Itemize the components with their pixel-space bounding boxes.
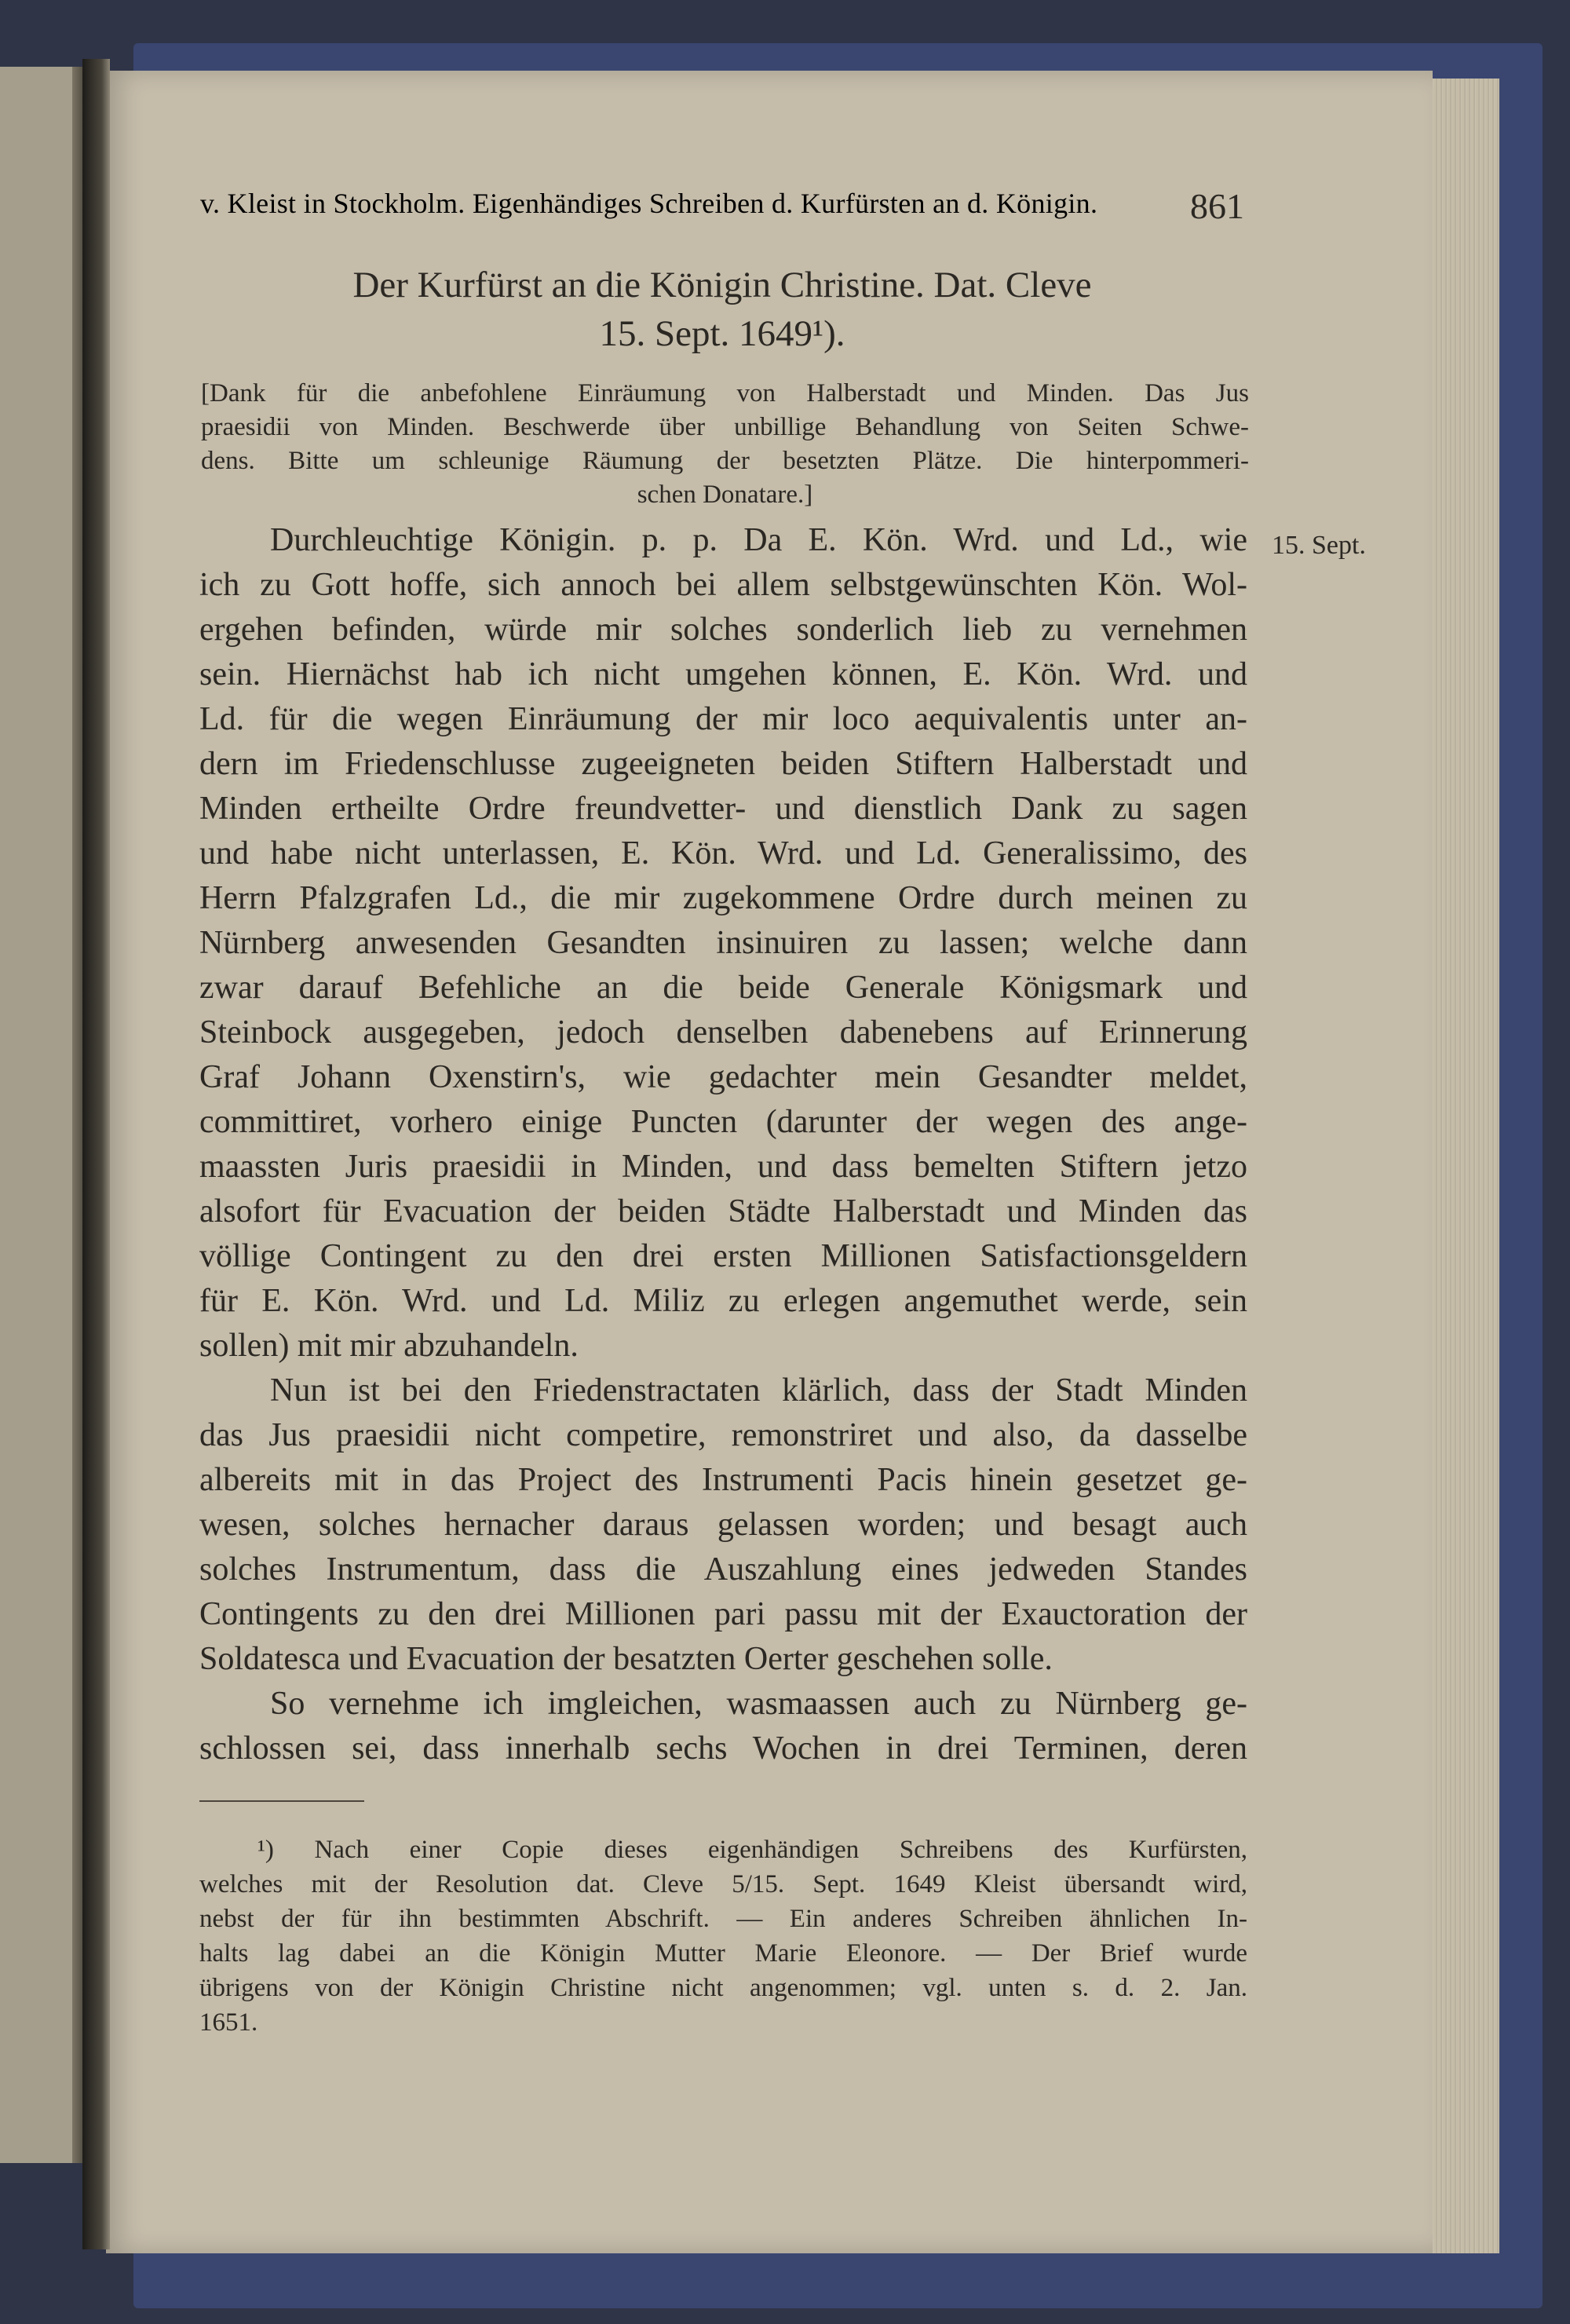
margin-date-note: 15. Sept. — [1272, 531, 1366, 560]
body-line: Herrn Pfalzgrafen Ld., die mir zugekommene Ordre durch meinen zu — [199, 880, 1247, 916]
body-line: sein. Hiernächst hab ich nicht umgehen können, E. Kön. Wrd. und — [199, 656, 1247, 692]
body-line: Minden ertheilte Ordre freundvetter- und dienstlich Dank zu sagen — [199, 791, 1247, 827]
body-line: ich zu Gott hoffe, sich annoch bei allem selbstgewünschten Kön. Wol- — [199, 567, 1247, 603]
body-line: maassten Juris praesidii in Minden, und dass bemelten Stiftern jetzo — [199, 1149, 1247, 1185]
body-line: solches Instrumentum, dass die Auszahlung eines jedweden Standes — [199, 1551, 1247, 1588]
footnote-line: nebst der für ihn bestimmten Abschrift. — Ein anderes Schreiben ähnlichen In- — [199, 1905, 1247, 1933]
letter-title-line-1: Der Kurfürst an die Königin Christine. Dat. Cleve — [352, 265, 1092, 305]
body-line: für E. Kön. Wrd. und Ld. Miliz zu erlegen angemuthet werde, sein — [199, 1283, 1247, 1319]
body-line: Graf Johann Oxenstirn's, wie gedachter mein Gesandter meldet, — [199, 1059, 1247, 1095]
body-line: Soldatesca und Evacuation der besatzten Oerter geschehen solle. — [199, 1641, 1053, 1677]
footnote-line: welches mit der Resolution dat. Cleve 5/15. Sept. 1649 Kleist übersandt wird, — [199, 1870, 1247, 1898]
body-line: albereits mit in das Project des Instrumenti Pacis hinein gesetzet ge- — [199, 1462, 1247, 1498]
body-line: wesen, solches hernacher daraus gelassen worden; und besagt auch — [199, 1507, 1247, 1543]
body-line: Nun ist bei den Friedenstractaten klärlich, dass der Stadt Minden — [270, 1372, 1247, 1409]
footnote-rule — [199, 1800, 364, 1802]
page-number: 861 — [1190, 186, 1244, 226]
letter-title-line-2: 15. Sept. 1649¹). — [599, 313, 845, 354]
body-line: das Jus praesidii nicht competire, remonstriret und also, da dasselbe — [199, 1417, 1247, 1453]
body-line: Nürnberg anwesenden Gesandten insinuiren zu lassen; welche dann — [199, 925, 1247, 961]
body-line: Durchleuchtige Königin. p. p. Da E. Kön. Wrd. und Ld., wie — [270, 522, 1247, 558]
body-line: sollen) mit mir abzuhandeln. — [199, 1328, 579, 1364]
running-head: v. Kleist in Stockholm. Eigenhändiges Schreiben d. Kurfürsten an d. Königin. — [200, 188, 1098, 219]
summary-line: schen Donatare.] — [637, 481, 813, 509]
footnote-line: übrigens von der Königin Christine nicht angenommen; vgl. unten s. d. 2. Jan. — [199, 1974, 1247, 2002]
footnote-line: ¹) Nach einer Copie dieses eigenhändigen Schreibens des Kurfürsten, — [257, 1836, 1247, 1864]
summary-line: [Dank für die anbefohlene Einräumung von Halberstadt und Minden. Das Jus — [201, 379, 1249, 407]
footnote-line: 1651. — [199, 2008, 258, 2037]
summary-line: praesidii von Minden. Beschwerde über unbillige Behandlung von Seiten Schwe- — [201, 413, 1249, 441]
body-line: Steinbock ausgegeben, jedoch denselben dabenebens auf Erinnerung — [199, 1014, 1247, 1051]
summary-line: dens. Bitte um schleunige Räumung der besetzten Plätze. Die hinterpommeri- — [201, 447, 1249, 475]
footnote-line: halts lag dabei an die Königin Mutter Marie Eleonore. — Der Brief wurde — [199, 1939, 1247, 1968]
body-line: committiret, vorhero einige Puncten (darunter der wegen des ange- — [199, 1104, 1247, 1140]
body-line: zwar darauf Befehliche an die beide Generale Königsmark und — [199, 970, 1247, 1006]
body-line: ergehen befinden, würde mir solches sonderlich lieb zu vernehmen — [199, 612, 1247, 648]
body-line: und habe nicht unterlassen, E. Kön. Wrd. und Ld. Generalissimo, des — [199, 835, 1247, 872]
body-line: alsofort für Evacuation der beiden Städte Halberstadt und Minden das — [199, 1193, 1247, 1230]
body-line: völlige Contingent zu den drei ersten Millionen Satisfactionsgeldern — [199, 1238, 1247, 1274]
body-line: Ld. für die wegen Einräumung der mir loco aequivalentis unter an- — [199, 701, 1247, 737]
body-line: dern im Friedenschlusse zugeeigneten beiden Stiftern Halberstadt und — [199, 746, 1247, 782]
book-gutter — [82, 59, 110, 2249]
body-line: schlossen sei, dass innerhalb sechs Wochen in drei Terminen, deren — [199, 1730, 1247, 1767]
body-line: So vernehme ich imgleichen, wasmaassen auch zu Nürnberg ge- — [270, 1686, 1247, 1722]
body-line: Contingents zu den drei Millionen pari passu mit der Exauctoration der — [199, 1596, 1247, 1632]
